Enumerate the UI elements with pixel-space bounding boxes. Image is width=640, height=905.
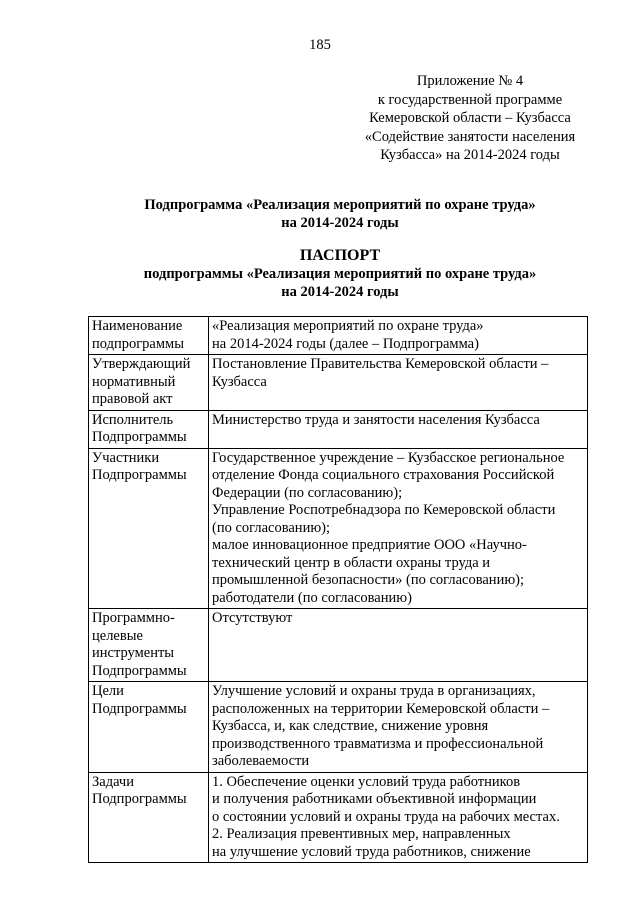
row-label-line: Наименование [92,318,183,334]
row-value-line: и получения работниками объективной информации [212,791,537,807]
table-row [89,772,588,863]
row-value-line: на улучшение условий труда работников, снижение [212,843,531,860]
table-row [89,682,588,773]
row-label-line: нормативный [92,373,176,390]
table-row [89,317,588,355]
row-value-line: Постановление Правительства Кемеровской области – [212,356,549,372]
row-value-line: малое инновационное предприятие ООО «Научно- [212,537,527,553]
row-value-cell [209,682,588,773]
passport-title-line: подпрограммы «Реализация мероприятий по охране труда» [143,266,537,282]
row-value-line: производственного травматизма и профессиональной [212,735,544,752]
row-label-line: Подпрограммы [92,467,187,483]
row-value-cell [209,609,588,682]
table-row [89,609,588,682]
row-label-cell [89,772,209,863]
appendix-line: «Содействие занятости населения [364,128,576,145]
row-value-line: Отсутствуют [212,610,293,626]
row-value-line: на 2014-2024 годы (далее – Подпрограмма) [212,335,479,352]
row-label-line: Программно- [92,610,175,626]
passport-title-line: на 2014-2024 годы [281,284,399,300]
row-label-line: целевые [92,627,143,644]
appendix-note [340,72,600,165]
subprogram-title [80,196,600,232]
row-value-cell [209,317,588,355]
row-value-line: Министерство труда и занятости населения Кузбасса [212,411,540,428]
appendix-line: Приложение № 4 [416,73,524,89]
page-number: 185 [309,37,331,53]
row-value-cell [209,448,588,609]
row-label-line: Подпрограммы [92,700,187,717]
row-label-cell [89,682,209,773]
row-label-cell [89,317,209,355]
row-value-line: технический центр в области охраны труда и [212,554,491,571]
row-value-line: 2. Реализация превентивных мер, направленных [212,826,511,842]
row-value-line: 1. Обеспечение оценки условий труда работников [212,773,521,790]
row-label-line: Подпрограммы [92,662,187,679]
row-value-line: Федерации (по согласованию); [212,484,403,501]
row-value-line: промышленной безопасности» (по согласованию); [212,572,525,588]
row-value-line: (по согласованию); [212,519,331,536]
row-value-line: Кузбасса, и, как следствие, снижение уровня [212,718,489,734]
row-label-line: Исполнитель [92,411,174,428]
row-value-line: Кузбасса [212,373,267,390]
row-value-cell [209,772,588,863]
row-value-line: расположенных на территории Кемеровской области – [212,700,550,717]
row-label-cell [89,609,209,682]
row-value-line: о состоянии условий и охраны труда на рабочих местах. [212,808,560,825]
row-value-line: отделение Фонда социального страхования Российской [212,467,555,483]
row-value-line: Улучшение условий и охраны труда в организациях, [212,683,536,699]
subprogram-title-line: на 2014-2024 годы [281,215,399,231]
row-label-line: Цели [92,683,124,699]
row-label-cell [89,410,209,448]
row-label-line: инструменты [92,645,175,661]
row-value-line: «Реализация мероприятий по охране труда» [212,318,484,334]
row-label-line: подпрограммы [92,335,184,352]
row-label-cell [89,355,209,411]
row-value-line: работодатели (по согласованию) [212,589,412,606]
subprogram-title-line: Подпрограмма «Реализация мероприятий по охране труда» [144,197,536,213]
passport-title [80,246,600,301]
appendix-line: Кузбасса» на 2014-2024 годы [380,147,560,163]
row-value-cell [209,410,588,448]
table-row [89,448,588,609]
row-label-line: Утверждающий [92,356,191,372]
row-value-line: Управление Роспотребнадзора по Кемеровской области [212,502,556,518]
table-row [89,410,588,448]
row-label-line: правовой акт [92,391,173,407]
row-label-line: Задачи [92,773,134,790]
passport-table-body [89,317,588,863]
row-label-cell [89,448,209,609]
row-label-line: Участники [92,449,160,466]
table-row [89,355,588,411]
row-label-line: Подпрограммы [92,791,187,807]
appendix-line: Кемеровской области – Кузбасса [369,110,571,126]
row-label-line: Подпрограммы [92,429,187,445]
passport-table [88,316,588,863]
appendix-line: к государственной программе [377,91,563,108]
passport-heading: ПАСПОРТ [299,247,381,264]
row-value-line: заболеваемости [212,753,310,769]
row-value-cell [209,355,588,411]
row-value-line: Государственное учреждение – Кузбасское региональное [212,449,565,466]
